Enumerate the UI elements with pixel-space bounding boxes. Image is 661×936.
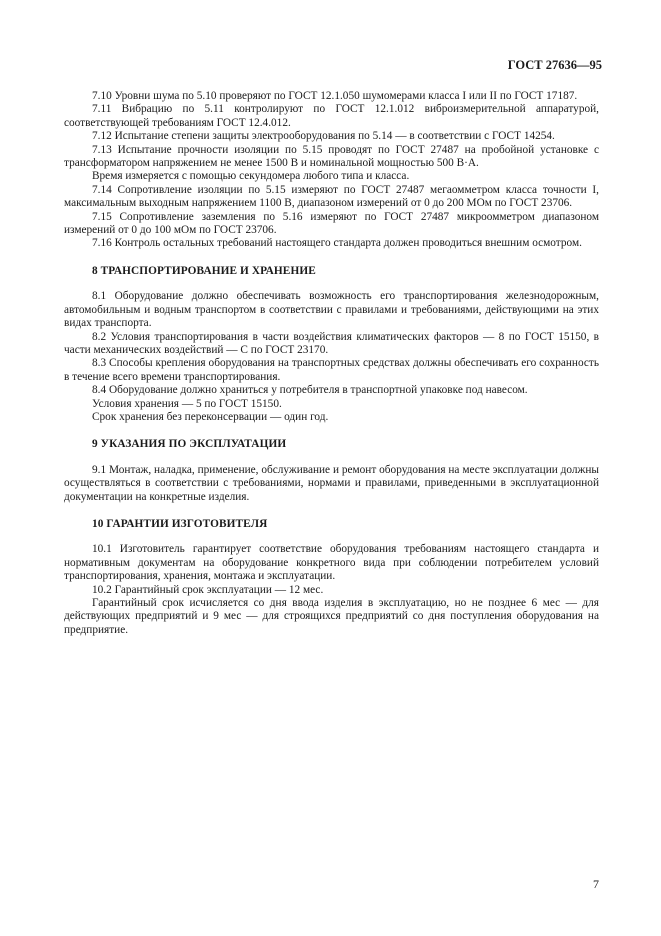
paragraph-9-1: 9.1 Монтаж, наладка, применение, обслуживание и ремонт оборудования на месте эксплуатации должны осуществляться в соответствии с требованиями, нормами и правилами, приведенными в эксплуатационной документации на конкретные изделия. xyxy=(64,463,599,503)
paragraph-8-storage-period: Срок хранения без переконсервации — один год. xyxy=(92,410,329,423)
paragraph-7-13-note: Время измеряется с помощью секундомера любого типа и класса. xyxy=(92,170,410,183)
section-heading-8: 8 ТРАНСПОРТИРОВАНИЕ И ХРАНЕНИЕ xyxy=(92,264,316,277)
document-id-header: ГОСТ 27636—95 xyxy=(507,58,602,72)
paragraph-8-1: 8.1 Оборудование должно обеспечивать возможность его транспортирования железнодорожным, автомобильным и водным транспортом в соответствии с правилами и требованиями, действующими на этих видах транспорта. xyxy=(64,290,599,330)
section-heading-10: 10 ГАРАНТИИ ИЗГОТОВИТЕЛЯ xyxy=(92,517,268,530)
paragraph-8-2: 8.2 Условия транспортирования в части воздействия климатических факторов — 8 по ГОСТ 15150, в части механических воздействий — С по ГОСТ 23170. xyxy=(64,330,599,356)
paragraph-8-3: 8.3 Способы крепления оборудования на транспортных средствах должны обеспечивать его сохранность в течение всего времени транспортирования. xyxy=(64,357,599,383)
paragraph-7-13: 7.13 Испытание прочности изоляции по 5.15 проводят по ГОСТ 27487 на пробойной установке с трансформатором напряжением не менее 1500 В и номинальной мощностью 500 В·А. xyxy=(64,143,599,170)
section-heading-9: 9 УКАЗАНИЯ ПО ЭКСПЛУАТАЦИИ xyxy=(92,438,287,451)
paragraph-8-4: 8.4 Оборудование должно храниться у потребителя в транспортной упаковке под навесом. xyxy=(92,384,528,397)
paragraph-7-12: 7.12 Испытание степени защиты электрооборудования по 5.14 — в соответствии с ГОСТ 14254. xyxy=(92,130,555,143)
paragraph-10-1: 10.1 Изготовитель гарантирует соответствие оборудования требованиям настоящего стандарта и нормативным документам на оборудование конкретного вида при соблюдении потребителем условий транспортирования, хранения, монтажа и эксплуатации. xyxy=(64,543,599,583)
page-number: 7 xyxy=(593,877,599,891)
paragraph-10-2: 10.2 Гарантийный срок эксплуатации — 12 мес. xyxy=(92,583,324,596)
paragraph-8-storage-conditions: Условия хранения — 5 по ГОСТ 15150. xyxy=(92,397,282,410)
paragraph-7-11: 7.11 Вибрацию по 5.11 контролируют по ГОСТ 12.1.012 виброизмерительной аппаратурой, соответствующей требованиям ГОСТ 12.4.012. xyxy=(64,103,599,129)
paragraph-10-2-note: Гарантийный срок исчисляется со дня ввода изделия в эксплуатацию, но не позднее 6 мес — для действующих предприятий и 9 мес — для строящихся предприятий со дня поступления оборудования на предприятие. xyxy=(64,597,599,636)
paragraph-7-10: 7.10 Уровни шума по 5.10 проверяют по ГОСТ 12.1.050 шумомерами класса I или II по ГОСТ 17187. xyxy=(92,90,578,102)
paragraph-7-15: 7.15 Сопротивление заземления по 5.16 измеряют по ГОСТ 27487 микроомметром диапазоном измерений от 0 до 100 мОм по ГОСТ 23706. xyxy=(64,210,599,237)
document-body xyxy=(64,90,599,637)
paragraph-7-14: 7.14 Сопротивление изоляции по 5.15 измеряют по ГОСТ 27487 мегаомметром класса точности I, максимальным выходным напряжением 1100 В, диапазоном измерений от 0 до 200 МОм по ГОСТ 23706. xyxy=(64,183,599,210)
paragraph-7-16: 7.16 Контроль остальных требований настоящего стандарта должен проводиться внешним осмотром. xyxy=(92,237,582,250)
